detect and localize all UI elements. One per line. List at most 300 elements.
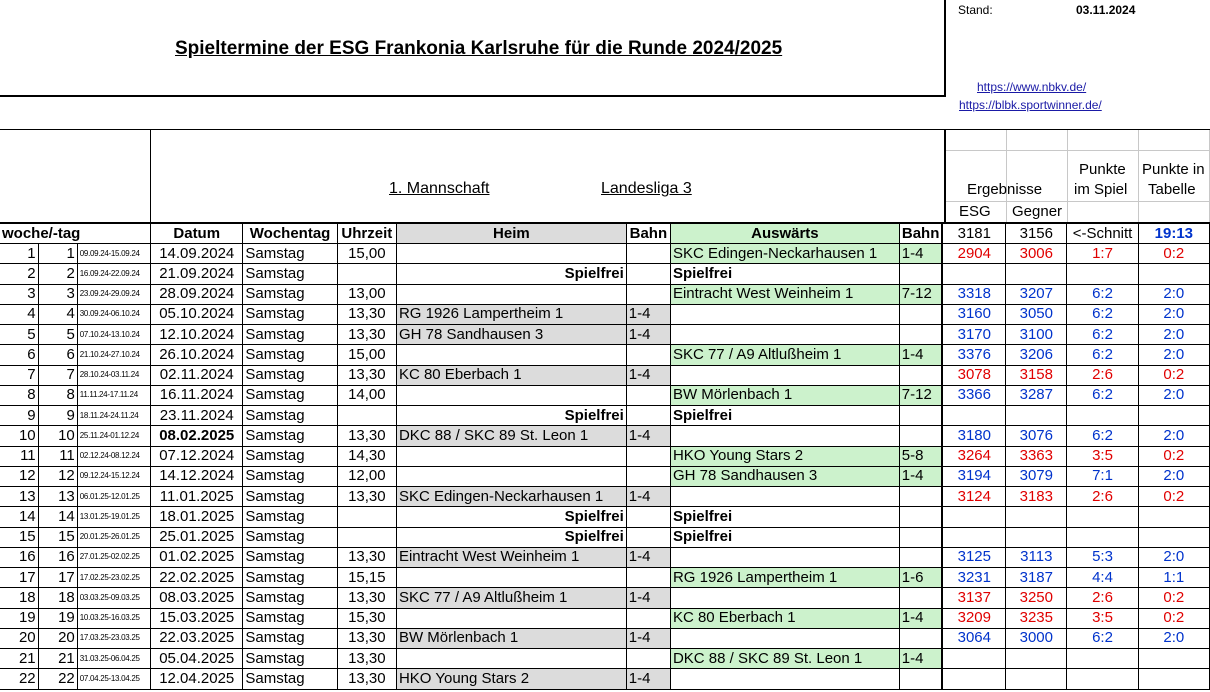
away-team-cell: Spielfrei xyxy=(670,264,899,284)
match-points-cell: 6:2 xyxy=(1067,628,1138,648)
time-cell xyxy=(337,527,396,547)
esg-schnitt: 3181 xyxy=(942,223,1005,244)
date-cell: 25.01.2025 xyxy=(151,527,243,547)
esg-score-cell: 3366 xyxy=(942,385,1005,405)
match-points-cell xyxy=(1067,527,1138,547)
table-points-cell xyxy=(1138,507,1209,527)
col-wochentag: Wochentag xyxy=(243,223,337,244)
table-points-cell: 2:0 xyxy=(1138,304,1209,324)
grid-line xyxy=(946,150,1210,151)
table-points-cell: 2:0 xyxy=(1138,426,1209,446)
away-lane-cell xyxy=(899,507,942,527)
opponent-score-cell xyxy=(1006,406,1067,426)
away-team-cell: BW Mörlenbach 1 xyxy=(670,385,899,405)
away-lane-cell xyxy=(899,588,942,608)
date-cell: 05.10.2024 xyxy=(151,304,243,324)
date-range: 07.04.25-13.04.25 xyxy=(77,669,150,689)
home-team-cell xyxy=(396,284,626,304)
away-team-cell: Spielfrei xyxy=(670,527,899,547)
match-points-cell: 6:2 xyxy=(1067,385,1138,405)
weekday-cell: Samstag xyxy=(243,568,337,588)
away-lane-cell xyxy=(899,264,942,284)
esg-score-cell: 3170 xyxy=(942,325,1005,345)
match-points-cell: 3:5 xyxy=(1067,446,1138,466)
home-team-cell: KC 80 Eberbach 1 xyxy=(396,365,626,385)
esg-score-cell: 3078 xyxy=(942,365,1005,385)
date-range: 13.01.25-19.01.25 xyxy=(77,507,150,527)
weekday-cell: Samstag xyxy=(243,487,337,507)
table-row xyxy=(0,325,1210,345)
day-number: 4 xyxy=(38,304,77,324)
away-lane-cell xyxy=(899,365,942,385)
match-points-cell xyxy=(1067,264,1138,284)
header-divider-left xyxy=(150,130,151,222)
table-points-cell: 0:2 xyxy=(1138,365,1209,385)
table-points-cell xyxy=(1138,406,1209,426)
table-points-cell: 2:0 xyxy=(1138,547,1209,567)
page-title: Spieltermine der ESG Frankonia Karlsruhe für die Runde 2024/2025 xyxy=(175,38,783,59)
day-number: 5 xyxy=(38,325,77,345)
day-number: 18 xyxy=(38,588,77,608)
home-lane-cell xyxy=(626,568,670,588)
esg-score-cell: 3318 xyxy=(942,284,1005,304)
home-lane-cell xyxy=(626,466,670,486)
home-team-cell xyxy=(396,345,626,365)
date-cell: 23.11.2024 xyxy=(151,406,243,426)
time-cell: 14,30 xyxy=(337,446,396,466)
date-cell: 12.10.2024 xyxy=(151,325,243,345)
away-team-cell xyxy=(670,547,899,567)
home-team-cell: Spielfrei xyxy=(396,406,626,426)
table-row xyxy=(0,264,1210,284)
link-sportwinner[interactable]: https://blbk.sportwinner.de/ xyxy=(959,98,1102,112)
opponent-score-cell: 3050 xyxy=(1006,304,1067,324)
date-cell: 11.01.2025 xyxy=(151,487,243,507)
esg-score-cell xyxy=(942,649,1005,669)
home-team-cell: Spielfrei xyxy=(396,527,626,547)
table-row xyxy=(0,365,1210,385)
match-points-cell: 4:4 xyxy=(1067,568,1138,588)
table-row xyxy=(0,487,1210,507)
opponent-score-cell: 3235 xyxy=(1006,608,1067,628)
table-points-cell xyxy=(1138,649,1209,669)
day-number: 21 xyxy=(38,649,77,669)
table-row xyxy=(0,628,1210,648)
away-lane-cell: 1-4 xyxy=(899,649,942,669)
opponent-score-cell xyxy=(1006,669,1067,689)
col-datum: Datum xyxy=(151,223,243,244)
day-number: 8 xyxy=(38,385,77,405)
match-points-cell: 3:5 xyxy=(1067,608,1138,628)
home-lane-cell xyxy=(626,527,670,547)
gegner-schnitt: 3156 xyxy=(1006,223,1067,244)
punkte-tabelle-header-1: Punkte in xyxy=(1142,161,1205,178)
table-row xyxy=(0,446,1210,466)
opponent-score-cell: 3206 xyxy=(1006,345,1067,365)
weekday-cell: Samstag xyxy=(243,284,337,304)
day-number: 19 xyxy=(38,608,77,628)
esg-score-cell: 3376 xyxy=(942,345,1005,365)
opponent-score-cell xyxy=(1006,527,1067,547)
table-row xyxy=(0,304,1210,324)
weekday-cell: Samstag xyxy=(243,466,337,486)
table-row xyxy=(0,507,1210,527)
table-points-cell: 0:2 xyxy=(1138,487,1209,507)
away-team-cell: SKC 77 / A9 Altlußheim 1 xyxy=(670,345,899,365)
date-range: 28.10.24-03.11.24 xyxy=(77,365,150,385)
away-lane-cell: 1-4 xyxy=(899,466,942,486)
home-team-cell: GH 78 Sandhausen 3 xyxy=(396,325,626,345)
grid-line xyxy=(1138,130,1139,222)
away-team-cell: Spielfrei xyxy=(670,507,899,527)
weekday-cell: Samstag xyxy=(243,365,337,385)
date-cell: 18.01.2025 xyxy=(151,507,243,527)
away-team-cell: HKO Young Stars 2 xyxy=(670,446,899,466)
week-number: 2 xyxy=(0,264,38,284)
date-cell: 22.02.2025 xyxy=(151,568,243,588)
table-points-cell: 0:2 xyxy=(1138,244,1209,264)
col-auswaerts: Auswärts xyxy=(670,223,899,244)
home-lane-cell xyxy=(626,446,670,466)
date-range: 30.09.24-06.10.24 xyxy=(77,304,150,324)
opponent-score-cell xyxy=(1006,264,1067,284)
date-range: 16.09.24-22.09.24 xyxy=(77,264,150,284)
week-number: 10 xyxy=(0,426,38,446)
opponent-score-cell: 3363 xyxy=(1006,446,1067,466)
match-points-cell: 6:2 xyxy=(1067,304,1138,324)
opponent-score-cell: 3113 xyxy=(1006,547,1067,567)
home-team-cell xyxy=(396,608,626,628)
table-row xyxy=(0,244,1210,264)
weekday-cell: Samstag xyxy=(243,507,337,527)
day-number: 15 xyxy=(38,527,77,547)
week-number: 12 xyxy=(0,466,38,486)
punkte-tabelle-header-2: Tabelle xyxy=(1148,181,1196,198)
weekday-cell: Samstag xyxy=(243,588,337,608)
esg-score-cell: 3124 xyxy=(942,487,1005,507)
time-cell: 14,00 xyxy=(337,385,396,405)
home-lane-cell xyxy=(626,608,670,628)
time-cell: 13,30 xyxy=(337,588,396,608)
ergebnisse-header: Ergebnisse xyxy=(967,181,1043,198)
week-number: 14 xyxy=(0,507,38,527)
title-box-right xyxy=(944,0,946,96)
time-cell: 13,30 xyxy=(337,365,396,385)
table-row xyxy=(0,284,1210,304)
table-points-cell xyxy=(1138,669,1209,689)
home-lane-cell: 1-4 xyxy=(626,588,670,608)
table-points-cell: 0:2 xyxy=(1138,588,1209,608)
table-points-cell xyxy=(1138,264,1209,284)
weekday-cell: Samstag xyxy=(243,426,337,446)
away-lane-cell xyxy=(899,406,942,426)
time-cell: 15,30 xyxy=(337,608,396,628)
date-cell: 28.09.2024 xyxy=(151,284,243,304)
schedule-table xyxy=(0,222,1210,690)
away-lane-cell xyxy=(899,547,942,567)
away-team-cell xyxy=(670,365,899,385)
match-points-cell: 5:3 xyxy=(1067,547,1138,567)
day-number: 14 xyxy=(38,507,77,527)
team-name: 1. Mannschaft xyxy=(389,180,490,197)
away-lane-cell: 7-12 xyxy=(899,385,942,405)
schnitt-label: <-Schnitt xyxy=(1067,223,1138,244)
time-cell: 13,30 xyxy=(337,487,396,507)
opponent-score-cell: 3079 xyxy=(1006,466,1067,486)
home-lane-cell: 1-4 xyxy=(626,365,670,385)
home-lane-cell: 1-4 xyxy=(626,669,670,689)
table-row xyxy=(0,345,1210,365)
esg-score-cell: 3160 xyxy=(942,304,1005,324)
date-range: 25.11.24-01.12.24 xyxy=(77,426,150,446)
date-cell: 14.12.2024 xyxy=(151,466,243,486)
table-points-cell: 2:0 xyxy=(1138,385,1209,405)
day-number: 10 xyxy=(38,426,77,446)
opponent-score-cell: 3158 xyxy=(1006,365,1067,385)
away-lane-cell xyxy=(899,487,942,507)
match-points-cell: 2:6 xyxy=(1067,487,1138,507)
day-number: 11 xyxy=(38,446,77,466)
weekday-cell: Samstag xyxy=(243,649,337,669)
date-range: 18.11.24-24.11.24 xyxy=(77,406,150,426)
home-team-cell: Spielfrei xyxy=(396,264,626,284)
week-number: 8 xyxy=(0,385,38,405)
esg-score-cell xyxy=(942,406,1005,426)
table-row xyxy=(0,466,1210,486)
away-team-cell: KC 80 Eberbach 1 xyxy=(670,608,899,628)
week-number: 1 xyxy=(0,244,38,264)
table-points-cell: 2:0 xyxy=(1138,325,1209,345)
table-points-cell: 2:0 xyxy=(1138,466,1209,486)
table-row xyxy=(0,547,1210,567)
link-nbkv[interactable]: https://www.nbkv.de/ xyxy=(977,80,1087,94)
esg-score-cell: 3231 xyxy=(942,568,1005,588)
date-cell: 22.03.2025 xyxy=(151,628,243,648)
day-number: 2 xyxy=(38,264,77,284)
match-points-cell: 7:1 xyxy=(1067,466,1138,486)
day-number: 1 xyxy=(38,244,77,264)
date-range: 27.01.25-02.02.25 xyxy=(77,547,150,567)
home-lane-cell: 1-4 xyxy=(626,487,670,507)
away-lane-cell: 5-8 xyxy=(899,446,942,466)
esg-score-cell xyxy=(942,527,1005,547)
esg-score-cell: 3137 xyxy=(942,588,1005,608)
home-team-cell: Spielfrei xyxy=(396,507,626,527)
esg-score-cell: 3264 xyxy=(942,446,1005,466)
col-woche: woche/-tag xyxy=(0,223,151,244)
match-points-cell: 2:6 xyxy=(1067,588,1138,608)
punkte-spiel-header-2: im Spiel xyxy=(1074,181,1128,198)
table-points-cell xyxy=(1138,527,1209,547)
day-number: 20 xyxy=(38,628,77,648)
home-team-cell xyxy=(396,649,626,669)
league-name: Landesliga 3 xyxy=(601,180,692,197)
weekday-cell: Samstag xyxy=(243,264,337,284)
date-range: 02.12.24-08.12.24 xyxy=(77,446,150,466)
time-cell: 13,30 xyxy=(337,547,396,567)
time-cell: 12,00 xyxy=(337,466,396,486)
home-lane-cell: 1-4 xyxy=(626,304,670,324)
match-points-cell xyxy=(1067,649,1138,669)
week-number: 17 xyxy=(0,568,38,588)
weekday-cell: Samstag xyxy=(243,345,337,365)
esg-score-cell: 3209 xyxy=(942,608,1005,628)
date-cell: 02.11.2024 xyxy=(151,365,243,385)
date-range: 17.02.25-23.02.25 xyxy=(77,568,150,588)
day-number: 17 xyxy=(38,568,77,588)
away-team-cell: Spielfrei xyxy=(670,406,899,426)
away-lane-cell: 1-4 xyxy=(899,608,942,628)
day-number: 12 xyxy=(38,466,77,486)
time-cell: 15,00 xyxy=(337,244,396,264)
table-points-cell: 2:0 xyxy=(1138,345,1209,365)
day-number: 7 xyxy=(38,365,77,385)
home-team-cell: Eintracht West Weinheim 1 xyxy=(396,547,626,567)
week-number: 7 xyxy=(0,365,38,385)
table-points-cell: 1:1 xyxy=(1138,568,1209,588)
day-number: 6 xyxy=(38,345,77,365)
table-header-row xyxy=(0,223,1210,244)
date-range: 17.03.25-23.03.25 xyxy=(77,628,150,648)
time-cell xyxy=(337,507,396,527)
date-cell: 08.03.2025 xyxy=(151,588,243,608)
date-range: 09.12.24-15.12.24 xyxy=(77,466,150,486)
table-row xyxy=(0,385,1210,405)
home-lane-cell xyxy=(626,385,670,405)
opponent-score-cell: 3076 xyxy=(1006,426,1067,446)
match-points-cell xyxy=(1067,406,1138,426)
match-points-cell xyxy=(1067,669,1138,689)
time-cell xyxy=(337,406,396,426)
time-cell: 13,30 xyxy=(337,628,396,648)
date-cell: 16.11.2024 xyxy=(151,385,243,405)
opponent-score-cell: 3100 xyxy=(1006,325,1067,345)
day-number: 9 xyxy=(38,406,77,426)
away-team-cell: Eintracht West Weinheim 1 xyxy=(670,284,899,304)
away-team-cell xyxy=(670,426,899,446)
tabelle-total: 19:13 xyxy=(1138,223,1209,244)
opponent-score-cell: 3183 xyxy=(1006,487,1067,507)
away-team-cell xyxy=(670,628,899,648)
header-divider-right xyxy=(944,130,946,222)
opponent-score-cell: 3207 xyxy=(1006,284,1067,304)
week-number: 21 xyxy=(0,649,38,669)
week-number: 4 xyxy=(0,304,38,324)
stand-label: Stand: xyxy=(958,3,993,17)
table-points-cell: 2:0 xyxy=(1138,284,1209,304)
away-team-cell xyxy=(670,487,899,507)
weekday-cell: Samstag xyxy=(243,325,337,345)
esg-score-cell: 3125 xyxy=(942,547,1005,567)
day-number: 22 xyxy=(38,669,77,689)
table-row xyxy=(0,649,1210,669)
week-number: 22 xyxy=(0,669,38,689)
away-lane-cell: 1-4 xyxy=(899,345,942,365)
match-points-cell: 6:2 xyxy=(1067,284,1138,304)
away-team-cell xyxy=(670,669,899,689)
away-lane-cell: 1-6 xyxy=(899,568,942,588)
home-team-cell: DKC 88 / SKC 89 St. Leon 1 xyxy=(396,426,626,446)
week-number: 9 xyxy=(0,406,38,426)
week-number: 18 xyxy=(0,588,38,608)
home-lane-cell xyxy=(626,406,670,426)
away-lane-cell xyxy=(899,426,942,446)
date-range: 09.09.24-15.09.24 xyxy=(77,244,150,264)
weekday-cell: Samstag xyxy=(243,446,337,466)
esg-score-cell xyxy=(942,507,1005,527)
match-points-cell: 6:2 xyxy=(1067,426,1138,446)
weekday-cell: Samstag xyxy=(243,547,337,567)
home-lane-cell xyxy=(626,345,670,365)
home-lane-cell xyxy=(626,264,670,284)
home-lane-cell: 1-4 xyxy=(626,628,670,648)
esg-header: ESG xyxy=(959,203,991,220)
table-row xyxy=(0,426,1210,446)
date-range: 11.11.24-17.11.24 xyxy=(77,385,150,405)
home-team-cell xyxy=(396,446,626,466)
weekday-cell: Samstag xyxy=(243,406,337,426)
opponent-score-cell: 3000 xyxy=(1006,628,1067,648)
col-bahn-auswaerts: Bahn xyxy=(899,223,942,244)
esg-score-cell xyxy=(942,669,1005,689)
week-number: 5 xyxy=(0,325,38,345)
time-cell: 13,30 xyxy=(337,649,396,669)
date-range: 23.09.24-29.09.24 xyxy=(77,284,150,304)
week-number: 11 xyxy=(0,446,38,466)
weekday-cell: Samstag xyxy=(243,304,337,324)
date-range: 21.10.24-27.10.24 xyxy=(77,345,150,365)
home-lane-cell xyxy=(626,507,670,527)
date-cell: 12.04.2025 xyxy=(151,669,243,689)
time-cell: 13,30 xyxy=(337,325,396,345)
esg-score-cell: 3180 xyxy=(942,426,1005,446)
title-box-bottom xyxy=(0,95,946,97)
match-points-cell: 6:2 xyxy=(1067,345,1138,365)
day-number: 13 xyxy=(38,487,77,507)
away-team-cell xyxy=(670,304,899,324)
esg-score-cell: 3194 xyxy=(942,466,1005,486)
home-lane-cell: 1-4 xyxy=(626,426,670,446)
time-cell xyxy=(337,264,396,284)
home-lane-cell: 1-4 xyxy=(626,547,670,567)
table-row xyxy=(0,568,1210,588)
punkte-spiel-header-1: Punkte xyxy=(1079,161,1126,178)
away-lane-cell xyxy=(899,669,942,689)
time-cell: 13,00 xyxy=(337,284,396,304)
weekday-cell: Samstag xyxy=(243,527,337,547)
match-points-cell xyxy=(1067,507,1138,527)
opponent-score-cell: 3250 xyxy=(1006,588,1067,608)
away-team-cell xyxy=(670,325,899,345)
date-cell: 26.10.2024 xyxy=(151,345,243,365)
table-row xyxy=(0,608,1210,628)
home-lane-cell xyxy=(626,284,670,304)
date-cell: 07.12.2024 xyxy=(151,446,243,466)
col-bahn-heim: Bahn xyxy=(626,223,670,244)
time-cell: 15,00 xyxy=(337,345,396,365)
date-range: 31.03.25-06.04.25 xyxy=(77,649,150,669)
grid-line xyxy=(1006,130,1007,222)
week-number: 3 xyxy=(0,284,38,304)
day-number: 3 xyxy=(38,284,77,304)
weekday-cell: Samstag xyxy=(243,628,337,648)
time-cell: 15,15 xyxy=(337,568,396,588)
away-lane-cell xyxy=(899,304,942,324)
match-points-cell: 6:2 xyxy=(1067,325,1138,345)
section-divider xyxy=(0,129,1210,130)
table-row xyxy=(0,527,1210,547)
date-range: 20.01.25-26.01.25 xyxy=(77,527,150,547)
